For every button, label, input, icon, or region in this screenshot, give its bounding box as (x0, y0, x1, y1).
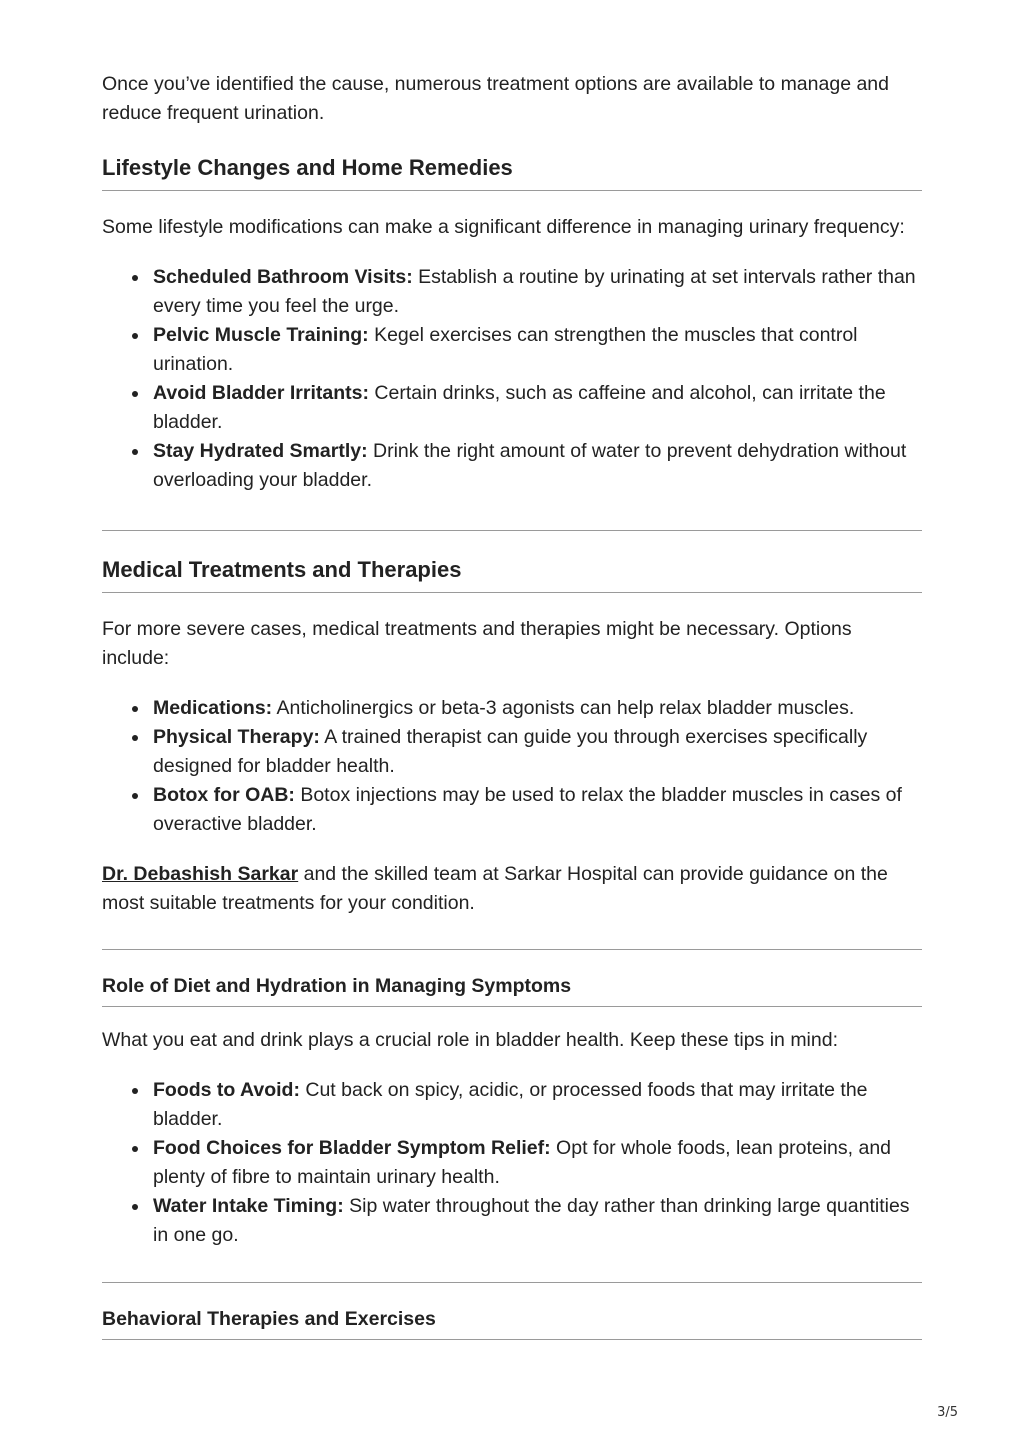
bullet-icon (132, 275, 138, 281)
medical-list (102, 694, 922, 839)
bullet-icon (132, 706, 138, 712)
lifestyle-intro: Some lifestyle modifications can make a significant difference in managing urinary frequency: (102, 216, 905, 238)
list-item (153, 321, 922, 379)
list-item-text: Sip water throughout the day rather than drinking large quantities in one go. (153, 1195, 910, 1246)
list-item (153, 781, 922, 839)
section-divider (102, 530, 922, 531)
intro-paragraph: Once you’ve identified the cause, numerous treatment options are available to manage and reduce frequent urination. (102, 73, 889, 124)
list-item-label: Botox for OAB: (153, 784, 295, 806)
lifestyle-list (102, 263, 922, 495)
bullet-icon (132, 449, 138, 455)
list-item-label: Scheduled Bathroom Visits: (153, 266, 413, 288)
list-item-label: Avoid Bladder Irritants: (153, 382, 369, 404)
list-item-label: Foods to Avoid: (153, 1079, 300, 1101)
list-item-text: Kegel exercises can strengthen the muscles that control urination. (153, 324, 858, 375)
list-item-text: Certain drinks, such as caffeine and alcohol, can irritate the bladder. (153, 382, 886, 433)
list-item-text: Drink the right amount of water to prevent dehydration without overloading your bladder. (153, 440, 907, 491)
document-page (102, 70, 922, 1340)
section-divider (102, 1282, 922, 1283)
list-item (153, 1134, 922, 1192)
list-item-label: Water Intake Timing: (153, 1195, 344, 1217)
list-item-label: Stay Hydrated Smartly: (153, 440, 368, 462)
section-title-diet: Role of Diet and Hydration in Managing Symptoms (102, 975, 922, 1007)
list-item-label: Food Choices for Bladder Symptom Relief: (153, 1137, 551, 1159)
medical-intro: For more severe cases, medical treatments and therapies might be necessary. Options include: (102, 618, 852, 669)
list-item-label: Physical Therapy: (153, 726, 320, 748)
list-item (153, 694, 922, 723)
section-title-medical: Medical Treatments and Therapies (102, 557, 922, 593)
page-number: 3/5 (937, 1405, 958, 1420)
list-item-text: Opt for whole foods, lean proteins, and plenty of fibre to maintain urinary health. (153, 1137, 892, 1188)
bullet-icon (132, 1088, 138, 1094)
bullet-icon (132, 1204, 138, 1210)
section-divider (102, 949, 922, 950)
list-item-text: A trained therapist can guide you through exercises specifically designed for bladder health. (153, 726, 868, 777)
list-item-label: Medications: (153, 697, 273, 719)
medical-closing-text: and the skilled team at Sarkar Hospital can provide guidance on the most suitable treatments for your condition. (102, 863, 888, 914)
bullet-icon (132, 735, 138, 741)
list-item-text: Botox injections may be used to relax the bladder muscles in cases of overactive bladder. (153, 784, 902, 835)
bullet-icon (132, 333, 138, 339)
diet-intro: What you eat and drink plays a crucial role in bladder health. Keep these tips in mind: (102, 1029, 839, 1051)
list-item-text: Cut back on spicy, acidic, or processed foods that may irritate the bladder. (153, 1079, 868, 1130)
list-item (153, 379, 922, 437)
doctor-link[interactable]: Dr. Debashish Sarkar (102, 863, 299, 885)
section-title-behavioral: Behavioral Therapies and Exercises (102, 1308, 922, 1340)
list-item-text: Establish a routine by urinating at set intervals rather than every time you feel the urge. (153, 266, 916, 317)
section-title-lifestyle: Lifestyle Changes and Home Remedies (102, 155, 922, 191)
bullet-icon (132, 391, 138, 397)
list-item-text: Anticholinergics or beta-3 agonists can help relax bladder muscles. (272, 697, 855, 719)
medical-closing-paragraph (102, 860, 922, 918)
list-item-label: Pelvic Muscle Training: (153, 324, 369, 346)
list-item (153, 1076, 922, 1134)
list-item (153, 437, 922, 495)
diet-list (102, 1076, 922, 1250)
list-item (153, 263, 922, 321)
list-item (153, 723, 922, 781)
bullet-icon (132, 793, 138, 799)
list-item (153, 1192, 922, 1250)
bullet-icon (132, 1146, 138, 1152)
